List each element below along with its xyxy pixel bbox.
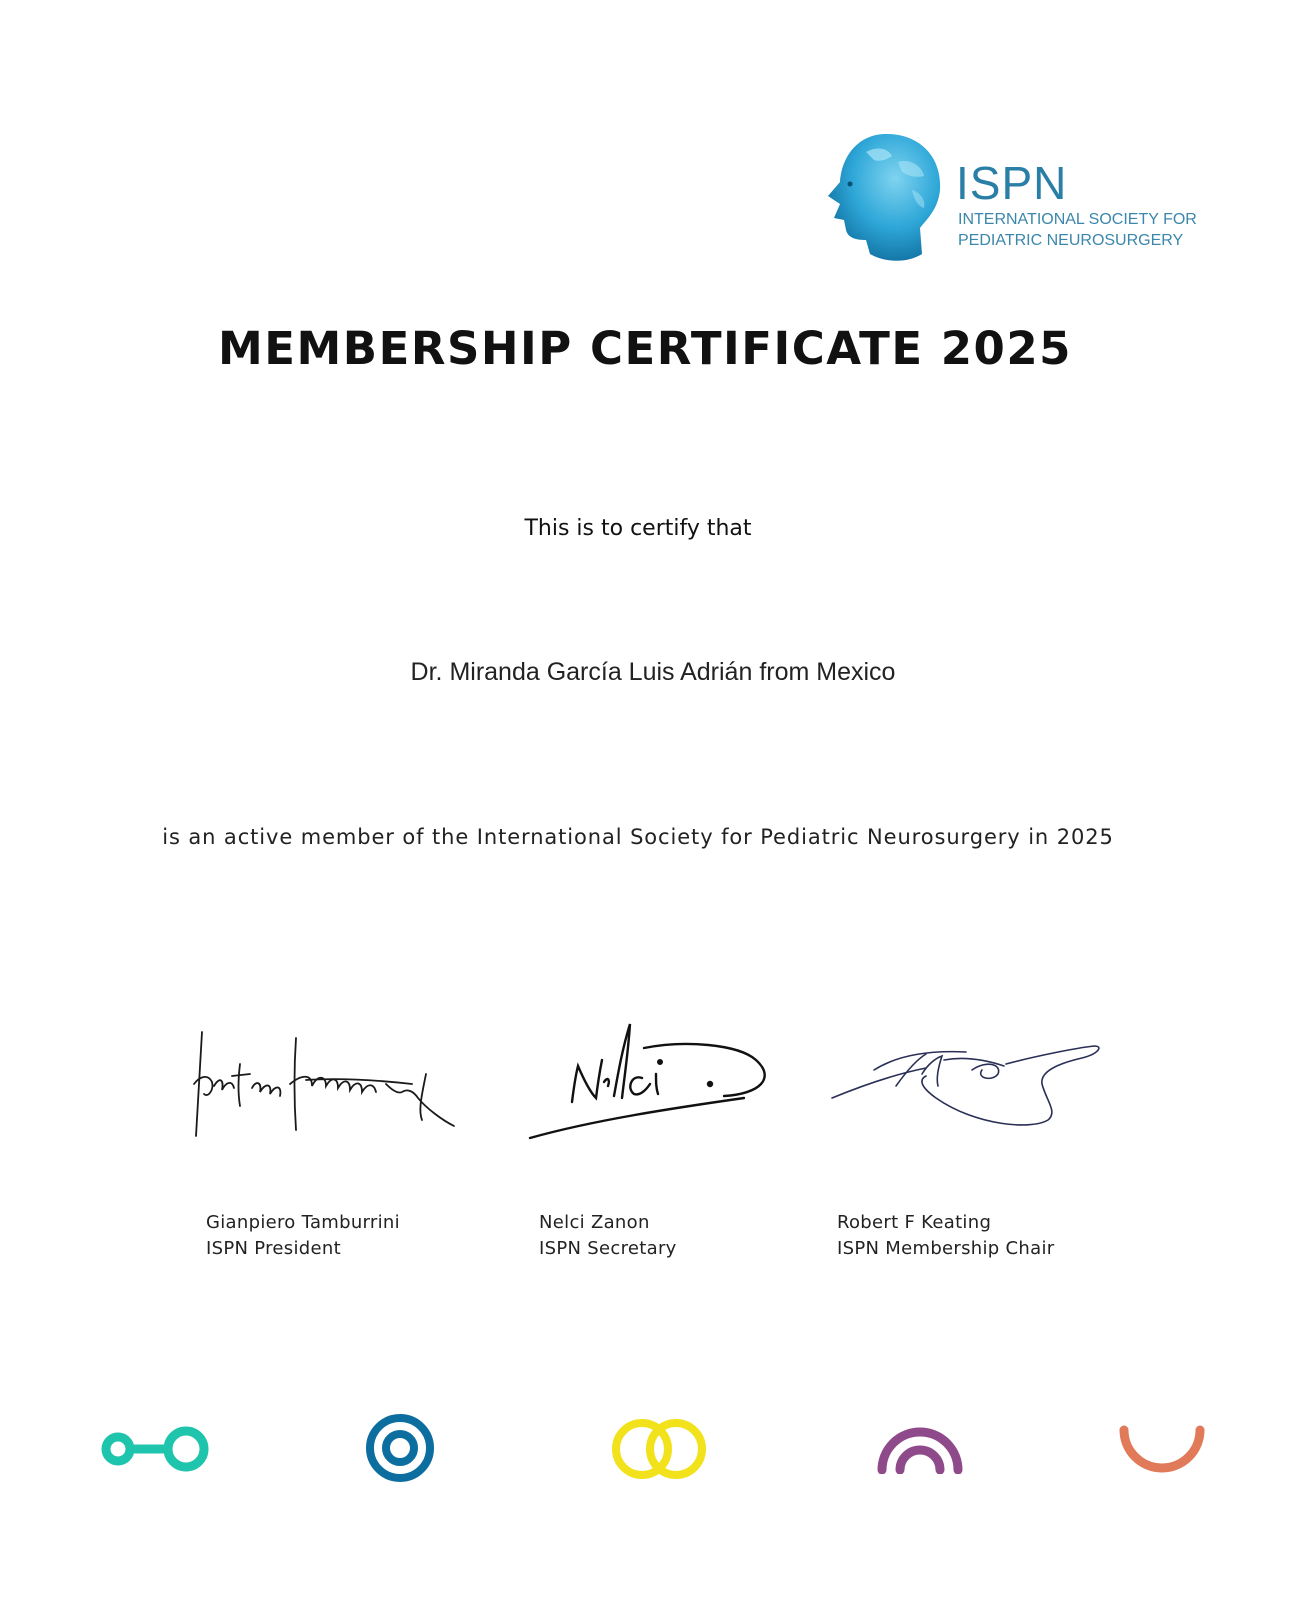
smile-icon bbox=[1116, 1420, 1208, 1476]
signatory-role: ISPN President bbox=[206, 1238, 341, 1259]
signatory-membership-chair bbox=[837, 1210, 1054, 1262]
signatory-name: Robert F Keating bbox=[837, 1212, 992, 1233]
signatory-name: Nelci Zanon bbox=[539, 1212, 650, 1233]
rainbow-icon bbox=[876, 1420, 964, 1474]
logo-name-line-1: INTERNATIONAL SOCIETY FOR bbox=[958, 211, 1197, 228]
ispn-logo bbox=[826, 132, 1206, 264]
signature-zanon bbox=[524, 1014, 774, 1144]
signature-keating bbox=[826, 1030, 1106, 1150]
membership-statement: is an active member of the International Society for Pediatric Neurosurgery in 2025 bbox=[162, 825, 1114, 849]
head-globe-icon bbox=[826, 132, 946, 264]
signatory-role: ISPN Secretary bbox=[539, 1238, 677, 1259]
signatory-secretary bbox=[539, 1210, 677, 1262]
logo-name-line-2: PEDIATRIC NEUROSURGERY bbox=[958, 232, 1184, 249]
target-icon bbox=[364, 1412, 436, 1484]
member-name: Dr. Miranda García Luis Adrián from Mexico bbox=[410, 658, 896, 686]
link-icon bbox=[100, 1424, 212, 1474]
signatory-president bbox=[206, 1210, 400, 1262]
signatory-role: ISPN Membership Chair bbox=[837, 1238, 1055, 1259]
rings-icon bbox=[610, 1416, 708, 1482]
signatory-name: Gianpiero Tamburrini bbox=[206, 1212, 400, 1233]
certify-intro: This is to certify that bbox=[524, 516, 752, 541]
logo-abbreviation: ISPN bbox=[956, 157, 1068, 209]
certificate-title: MEMBERSHIP CERTIFICATE 2025 bbox=[218, 322, 1072, 375]
signature-tamburrini bbox=[186, 1024, 466, 1144]
